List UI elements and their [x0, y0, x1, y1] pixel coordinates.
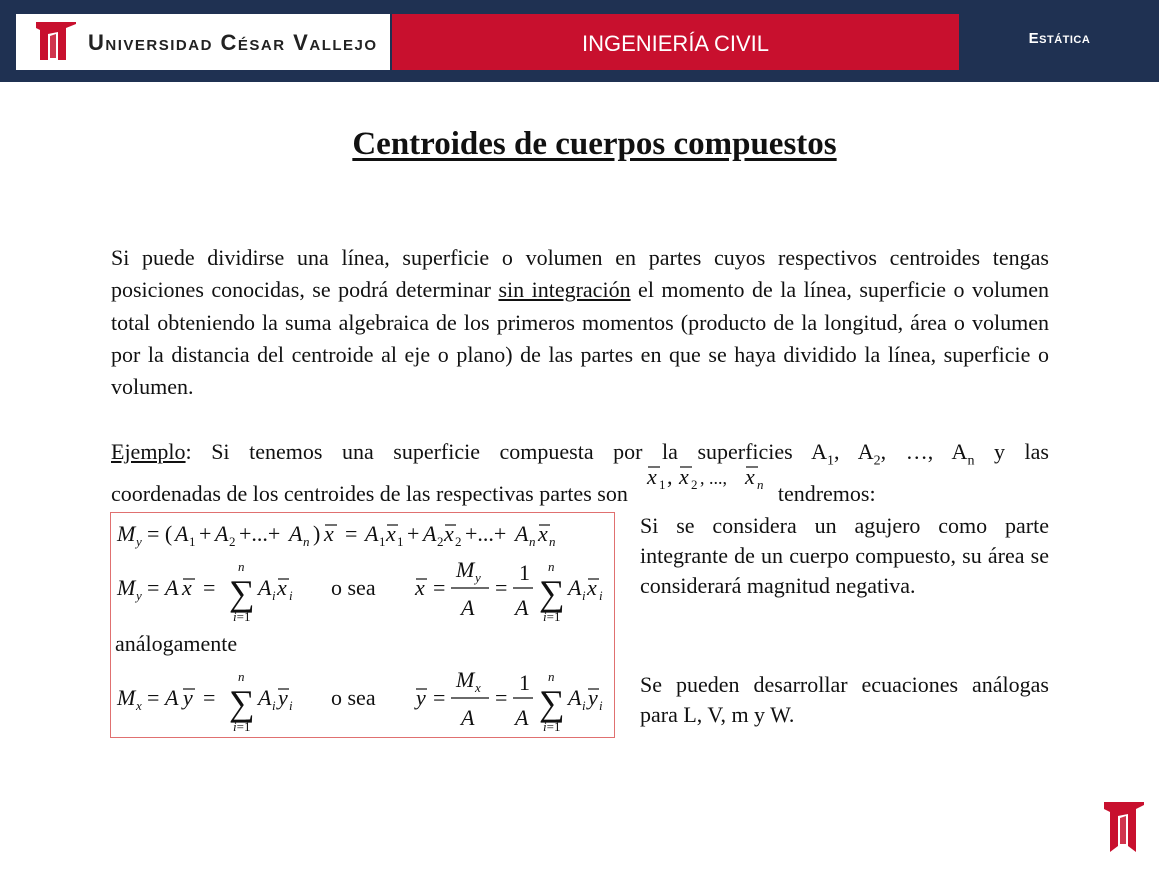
o-sea-1: o sea — [331, 575, 376, 600]
svg-text:x: x — [444, 521, 454, 546]
svg-text:+: + — [199, 521, 212, 546]
svg-text:y: y — [475, 570, 481, 585]
svg-text:x: x — [415, 575, 425, 600]
svg-text:∑: ∑ — [539, 683, 565, 723]
svg-text:n: n — [756, 476, 764, 491]
program-banner — [392, 14, 959, 70]
svg-text:i: i — [289, 588, 293, 603]
svg-text:=: = — [495, 575, 508, 600]
svg-text:x: x — [475, 680, 481, 695]
course-name: Estática — [1028, 30, 1091, 47]
centroid-coordinates-formula — [628, 463, 778, 501]
svg-text:2: 2 — [437, 534, 444, 549]
svg-text:A: A — [568, 575, 582, 600]
intro-text-start: Si puede dividirse una línea, superficie o volumen en partes cuyos respectivos centroides tengas posiciones conocidas, se podrá determinar — [111, 245, 1049, 303]
svg-text:n: n — [548, 669, 555, 684]
svg-text:i: i — [599, 588, 603, 603]
svg-text:A: A — [515, 521, 529, 546]
example-text-2: coordenadas de los centroides de las respectivas partes son — [111, 480, 628, 506]
svg-text:y: y — [183, 685, 193, 710]
svg-text:n: n — [238, 669, 245, 684]
analogamente-label: análogamente — [115, 631, 238, 656]
intro-underlined-phrase: sin integración — [498, 277, 631, 303]
intro-text-end: el momento de la línea, superficie o volumen total obteniendo la suma algebraica de los primeros momentos (producto de la longitud, área o volumen por la distancia del centroide al eje o plano) de las partes en que se haya dividido la línea, superficie o volumen. — [111, 277, 1050, 400]
svg-text:1: 1 — [379, 534, 386, 549]
svg-text:M: M — [117, 575, 136, 600]
svg-text:=: = — [433, 685, 446, 710]
example-end: tendremos: — [777, 480, 876, 506]
svg-text:M: M — [117, 521, 136, 546]
example-label: Ejemplo — [111, 439, 186, 464]
svg-text:A: A — [461, 595, 475, 620]
university-logo — [16, 14, 390, 70]
svg-text:=: = — [147, 685, 160, 710]
svg-text:2: 2 — [690, 476, 698, 491]
svg-text:∑: ∑ — [229, 573, 255, 613]
svg-text:i: i — [289, 698, 293, 713]
example-paragraph — [111, 436, 1049, 510]
svg-text:1: 1 — [658, 476, 666, 491]
svg-text:y: y — [278, 685, 288, 710]
svg-text:i=1: i=1 — [233, 719, 251, 734]
example-line-1: Ejemplo: Si tenemos una superficie compuesta por la superficies $A_1$, $A_2$, …, $A_n$ y las — [111, 439, 1049, 469]
svg-text:i=1: i=1 — [233, 609, 251, 624]
svg-text:1: 1 — [189, 534, 196, 549]
svg-text:i=1: i=1 — [543, 719, 561, 734]
svg-text:M: M — [117, 685, 136, 710]
svg-text:x: x — [678, 463, 689, 489]
svg-text:=: = — [345, 521, 358, 546]
svg-text:x: x — [324, 521, 334, 546]
svg-text:A: A — [175, 521, 189, 546]
svg-text:=: = — [203, 575, 216, 600]
formula-my-sum — [116, 557, 603, 624]
svg-text:M: M — [456, 667, 475, 692]
svg-text:x: x — [646, 463, 657, 489]
example-line-2 — [111, 463, 1049, 510]
svg-text:i: i — [272, 698, 276, 713]
svg-text:1: 1 — [519, 670, 530, 695]
svg-text:∑: ∑ — [539, 573, 565, 613]
svg-text:y: y — [416, 685, 426, 710]
example-text-1: : Si tenemos una superficie compuesta por la superficies A — [185, 439, 827, 464]
svg-text:M: M — [456, 557, 475, 582]
svg-text:A: A — [568, 685, 582, 710]
formulas-svg — [111, 513, 616, 739]
svg-text:x: x — [277, 575, 287, 600]
slide-title: Centroides de cuerpos compuestos — [352, 126, 837, 162]
centroid-coordinates-svg — [638, 459, 788, 491]
svg-text:n: n — [238, 559, 245, 574]
formula-my-expanded — [116, 521, 556, 549]
svg-text:n: n — [303, 534, 310, 549]
svg-text:i: i — [582, 698, 586, 713]
ucv-corner-shield-icon — [1102, 800, 1146, 856]
svg-text:A: A — [215, 521, 229, 546]
svg-text:+: + — [407, 521, 420, 546]
ucv-shield-icon — [34, 20, 78, 64]
svg-text:,: , — [666, 463, 673, 489]
svg-text:=: = — [433, 575, 446, 600]
formula-box — [110, 512, 615, 738]
svg-text:x: x — [182, 575, 192, 600]
svg-text:A: A — [289, 521, 303, 546]
svg-text:x: x — [587, 575, 597, 600]
svg-text:y: y — [136, 534, 142, 549]
side-note-hole: Si se considera un agujero como parte integrante de un cuerpo compuesto, su área se considerará magnitud negativa. — [640, 513, 1049, 598]
svg-text:A: A — [165, 575, 179, 600]
svg-text:i: i — [582, 588, 586, 603]
svg-text:y: y — [588, 685, 598, 710]
svg-text:): ) — [313, 521, 321, 546]
svg-text:2: 2 — [229, 534, 236, 549]
svg-text:x: x — [386, 521, 396, 546]
header-bar — [0, 0, 1159, 82]
formula-mx-sum — [116, 667, 603, 734]
side-note-analogous: Se pueden desarrollar ecuaciones análogas para L, V, m y W. — [640, 672, 1049, 727]
svg-text:A: A — [423, 521, 437, 546]
svg-text:A: A — [165, 685, 179, 710]
svg-text:= (: = ( — [147, 521, 173, 546]
svg-text:i=1: i=1 — [543, 609, 561, 624]
svg-text:n: n — [548, 559, 555, 574]
svg-text:n: n — [549, 534, 556, 549]
svg-text:A: A — [461, 705, 475, 730]
svg-text:y: y — [136, 588, 142, 603]
svg-text:i: i — [599, 698, 603, 713]
svg-text:1: 1 — [397, 534, 404, 549]
svg-text:=: = — [147, 575, 160, 600]
svg-text:+...+: +...+ — [465, 521, 507, 546]
svg-text:1: 1 — [519, 560, 530, 585]
svg-text:A: A — [515, 705, 529, 730]
university-name: Universidad César Vallejo — [88, 30, 378, 55]
svg-text:, ...,: , ..., — [699, 467, 727, 488]
svg-text:A: A — [258, 685, 272, 710]
intro-paragraph — [111, 242, 1049, 403]
svg-text:n: n — [529, 534, 536, 549]
svg-text:∑: ∑ — [229, 683, 255, 723]
svg-text:x: x — [136, 698, 142, 713]
svg-text:A: A — [258, 575, 272, 600]
svg-text:2: 2 — [455, 534, 462, 549]
o-sea-2: o sea — [331, 685, 376, 710]
svg-text:=: = — [203, 685, 216, 710]
svg-text:A: A — [365, 521, 379, 546]
svg-text:=: = — [495, 685, 508, 710]
svg-text:A: A — [515, 595, 529, 620]
svg-text:x: x — [538, 521, 548, 546]
program-name: INGENIERÍA CIVIL — [581, 31, 770, 56]
svg-text:+...+: +...+ — [239, 521, 281, 546]
svg-text:i: i — [272, 588, 276, 603]
svg-text:x: x — [744, 463, 755, 489]
